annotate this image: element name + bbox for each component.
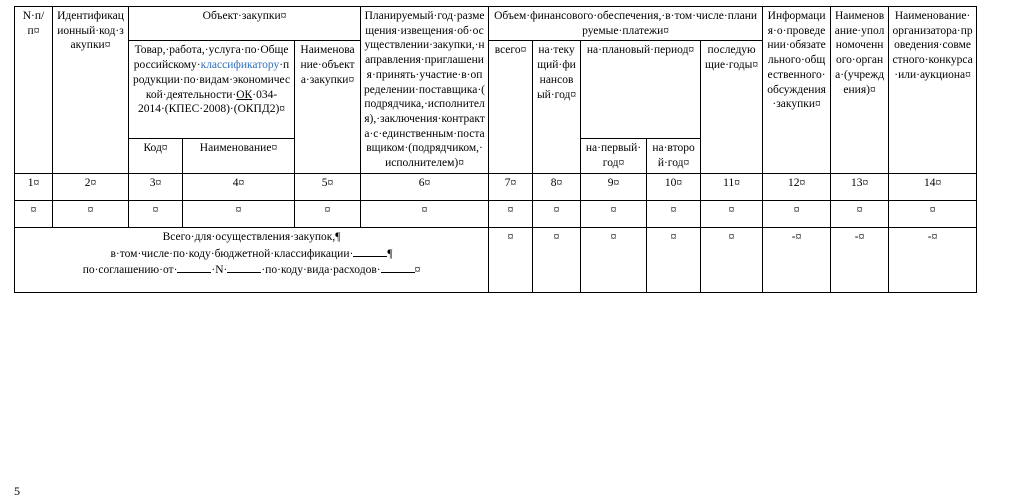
col-number-14: 14¤ bbox=[889, 173, 977, 200]
header-cell-okpd2-name: Наименование¤ bbox=[183, 139, 295, 173]
okpd2-text-post: ·034-2014·(КПЕС·2008)·(ОКПД2)¤ bbox=[137, 88, 286, 116]
totals-line-3 bbox=[18, 261, 485, 278]
col-number-2: 2¤ bbox=[53, 173, 129, 200]
totals-row bbox=[15, 227, 977, 292]
agreement-number-blank[interactable] bbox=[227, 261, 261, 273]
col-number-10: 10¤ bbox=[647, 173, 701, 200]
totals-line-3-mid1: ·N· bbox=[211, 264, 228, 277]
data-cell-13[interactable]: ¤ bbox=[831, 200, 889, 227]
totals-cell-11[interactable]: ¤ bbox=[701, 227, 763, 292]
header-cell-finance-total: всего¤ bbox=[489, 41, 533, 173]
agreement-date-blank[interactable] bbox=[177, 261, 211, 273]
col-number-8: 8¤ bbox=[533, 173, 581, 200]
table-header-row-1 bbox=[15, 7, 977, 41]
totals-cell-10[interactable]: ¤ bbox=[647, 227, 701, 292]
col-number-3: 3¤ bbox=[129, 173, 183, 200]
totals-line-2 bbox=[18, 245, 485, 262]
header-cell-financial-volume: Объем·финансового·обеспечения,·в·том·числе·планируемые·платежи¤ bbox=[489, 7, 763, 41]
totals-cell-9[interactable]: ¤ bbox=[581, 227, 647, 292]
totals-line-2-post: ¶ bbox=[387, 247, 393, 260]
data-cell-3[interactable]: ¤ bbox=[129, 200, 183, 227]
header-cell-object-name: Наименование·объекта·закупки¤ bbox=[295, 41, 361, 173]
classifier-link[interactable]: классификатору bbox=[200, 59, 280, 72]
totals-cell-7[interactable]: ¤ bbox=[489, 227, 533, 292]
data-cell-4[interactable]: ¤ bbox=[183, 200, 295, 227]
table-row[interactable] bbox=[15, 200, 977, 227]
data-cell-14[interactable]: ¤ bbox=[889, 200, 977, 227]
data-cell-5[interactable]: ¤ bbox=[295, 200, 361, 227]
col-number-9: 9¤ bbox=[581, 173, 647, 200]
header-cell-joint-organizer: Наименование·организатора·проведения·совместного·конкурса·или·аукциона¤ bbox=[889, 7, 977, 174]
okpd2-text-mid: ·продукции·по·видам·экономической·деятельности· bbox=[132, 59, 291, 101]
column-number-row bbox=[15, 173, 977, 200]
totals-line-3-end: ¤ bbox=[414, 264, 421, 277]
data-cell-1[interactable]: ¤ bbox=[15, 200, 53, 227]
totals-cell-14: -¤ bbox=[889, 227, 977, 292]
totals-line-3-pre: по·соглашению·от· bbox=[82, 264, 178, 277]
totals-cell-13: -¤ bbox=[831, 227, 889, 292]
col-number-4: 4¤ bbox=[183, 173, 295, 200]
data-cell-12[interactable]: ¤ bbox=[763, 200, 831, 227]
col-number-6: 6¤ bbox=[361, 173, 489, 200]
data-cell-11[interactable]: ¤ bbox=[701, 200, 763, 227]
col-number-12: 12¤ bbox=[763, 173, 831, 200]
col-number-5: 5¤ bbox=[295, 173, 361, 200]
col-number-11: 11¤ bbox=[701, 173, 763, 200]
totals-cell-12: -¤ bbox=[763, 227, 831, 292]
header-cell-number: N·п/п¤ bbox=[15, 7, 53, 174]
header-cell-finance-second-year: на·второй·год¤ bbox=[647, 139, 701, 173]
header-cell-okpd2-code: Код¤ bbox=[129, 139, 183, 173]
data-cell-10[interactable]: ¤ bbox=[647, 200, 701, 227]
col-number-7: 7¤ bbox=[489, 173, 533, 200]
header-cell-planned-year: Планируемый·год·размещения·извещения·об·осуществлении·закупки,·направления·приглашения·принять·участие·в·определении·поставщика·(подрядчика,·исполнителя),·заключения·контракта·с·единственным·поставщиком·(подрядчиком,·исполнителем)¤ bbox=[361, 7, 489, 174]
footnote-marker: 5 bbox=[14, 484, 20, 498]
procurement-plan-table bbox=[14, 6, 977, 293]
totals-line-3-mid2: ·по·коду·вида·расходов· bbox=[261, 264, 381, 277]
header-cell-finance-first-year: на·первый·год¤ bbox=[581, 139, 647, 173]
header-cell-finance-planned-period: на·плановый·период¤ bbox=[581, 41, 701, 139]
data-cell-9[interactable]: ¤ bbox=[581, 200, 647, 227]
totals-cell-8[interactable]: ¤ bbox=[533, 227, 581, 292]
header-cell-procurement-object: Объект·закупки¤ bbox=[129, 7, 361, 41]
ok-abbrev: ОК bbox=[236, 88, 253, 101]
data-cell-6[interactable]: ¤ bbox=[361, 200, 489, 227]
totals-line-1: Всего·для·осуществления·закупок,¶ bbox=[162, 230, 341, 243]
data-cell-2[interactable]: ¤ bbox=[53, 200, 129, 227]
header-cell-finance-subsequent-years: последующие·годы¤ bbox=[701, 41, 763, 173]
okpd2-text-pre: Товар,·работа,·услуга·по·Общероссийскому· bbox=[133, 44, 289, 72]
totals-label-cell bbox=[15, 227, 489, 292]
header-cell-finance-current-year: на·текущий·финансовый·год¤ bbox=[533, 41, 581, 173]
header-cell-identification-code: Идентификационный·код·закупки¤ bbox=[53, 7, 129, 174]
expense-type-code-blank[interactable] bbox=[381, 261, 415, 273]
totals-line-2-pre: в·том·числе·по·коду·бюджетной·классификации· bbox=[110, 247, 354, 260]
document-page bbox=[0, 6, 1024, 496]
col-number-1: 1¤ bbox=[15, 173, 53, 200]
header-cell-okpd2 bbox=[129, 41, 295, 139]
data-cell-7[interactable]: ¤ bbox=[489, 200, 533, 227]
data-cell-8[interactable]: ¤ bbox=[533, 200, 581, 227]
header-cell-public-discussion: Информация·о·проведении·обязательного·общественного·обсуждения·закупки¤ bbox=[763, 7, 831, 174]
header-cell-authorized-body: Наименование·уполномоченного·органа·(учреждения)¤ bbox=[831, 7, 889, 174]
budget-classification-blank[interactable] bbox=[353, 245, 387, 257]
col-number-13: 13¤ bbox=[831, 173, 889, 200]
